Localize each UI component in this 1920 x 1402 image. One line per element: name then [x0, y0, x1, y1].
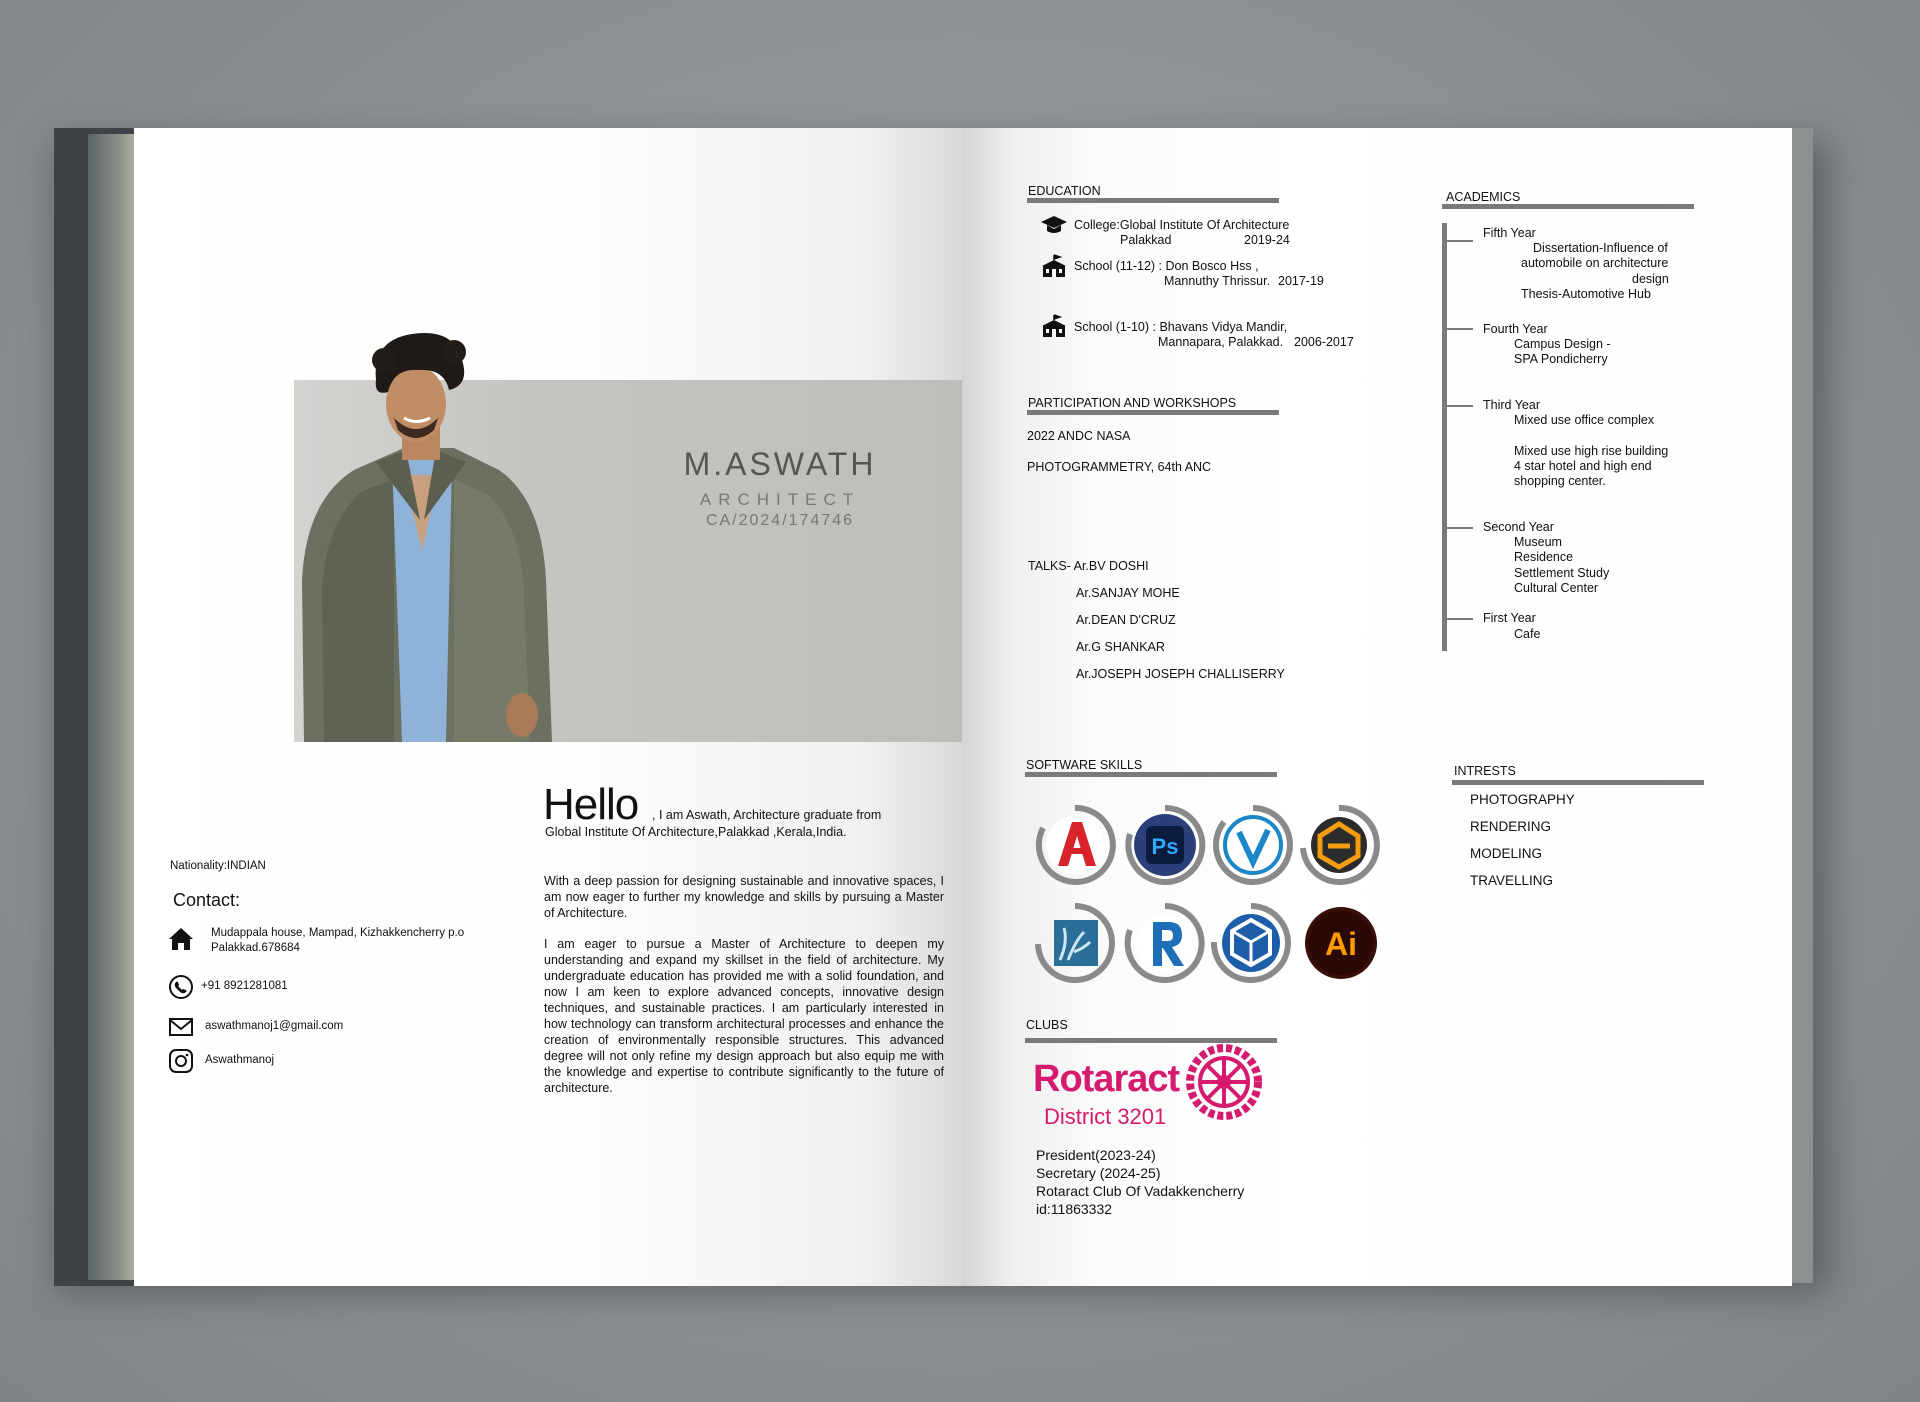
svg-text:Ps: Ps — [1151, 834, 1179, 859]
club-name: Rotaract Club Of Vadakkencherry — [1036, 1183, 1245, 1199]
academics-rule — [1442, 204, 1694, 209]
home-icon — [168, 926, 194, 952]
school-building-icon — [1040, 254, 1068, 278]
academic-project: Cultural Center — [1514, 581, 1599, 595]
intro-line-1: , I am Aswath, Architecture graduate from — [652, 808, 882, 822]
interests-rule — [1452, 780, 1704, 785]
profile-role: ARCHITECT — [699, 490, 861, 509]
phone-number[interactable]: +91 8921281081 — [201, 980, 288, 992]
address-line-2: Palakkad.678684 — [211, 942, 300, 954]
mail-icon — [168, 1014, 194, 1040]
instagram-icon — [168, 1048, 194, 1074]
hello-heading: Hello — [543, 780, 639, 829]
photoshop-icon — [1124, 804, 1206, 886]
education-rule — [1027, 198, 1279, 203]
interest-item: TRAVELLING — [1470, 873, 1554, 888]
academic-project: design — [1632, 272, 1669, 286]
education-school-2-line-1: School (1-10) : Bhavans Vidya Mandir, — [1074, 320, 1288, 334]
profile-photo — [284, 330, 560, 742]
talk-item: Ar.DEAN D'CRUZ — [1076, 613, 1176, 627]
academic-year: Fourth Year — [1483, 322, 1548, 336]
book-page-edges — [88, 134, 138, 1280]
workshops-rule — [1027, 410, 1279, 415]
registration-number: CA/2024/174746 — [705, 512, 855, 529]
illustrator-icon — [1300, 902, 1382, 984]
intro-line-2: Global Institute Of Architecture,Palakkad ,Kerala,India. — [545, 825, 847, 839]
education-school-1-line-1: School (11-12) : Don Bosco Hss , — [1074, 259, 1259, 273]
talk-item: Ar.JOSEPH JOSEPH CHALLISERRY — [1076, 667, 1285, 681]
autocad-icon — [1034, 804, 1116, 886]
interest-item: PHOTOGRAPHY — [1470, 792, 1575, 807]
timeline-branch — [1447, 328, 1473, 330]
address-line-1: Mudappala house, Mampad, Kizhakkencherry p.o — [211, 927, 465, 939]
workshop-item: PHOTOGRAMMETRY, 64th ANC — [1027, 460, 1212, 474]
timeline-branch — [1447, 527, 1473, 529]
academics-timeline — [1442, 223, 1447, 651]
academic-year: Third Year — [1483, 398, 1540, 412]
profile-name: M.ASWATH — [683, 446, 877, 482]
school-building-icon — [1040, 314, 1068, 338]
education-school-2-line-2: Mannapara, Palakkad. — [1158, 335, 1284, 349]
academic-project: Cafe — [1514, 627, 1541, 641]
club-id: id:11863332 — [1036, 1201, 1113, 1217]
academic-year: Second Year — [1483, 520, 1554, 534]
education-school-2-years: 2006-2017 — [1294, 335, 1354, 349]
academic-project: Museum — [1514, 535, 1562, 549]
education-college-line-2: Palakkad — [1120, 233, 1172, 247]
enscape-icon — [1298, 804, 1380, 886]
academic-project: Mixed use high rise building — [1514, 444, 1669, 458]
academic-project: Settlement Study — [1514, 566, 1610, 580]
academic-project: Thesis-Automotive Hub — [1521, 287, 1651, 301]
academic-project: Residence — [1514, 550, 1574, 564]
education-heading: EDUCATION — [1028, 184, 1101, 198]
rotary-wheel-icon — [1186, 1044, 1262, 1120]
timeline-branch — [1447, 618, 1473, 620]
instagram-handle[interactable]: Aswathmanoj — [205, 1054, 275, 1066]
clubs-rule — [1025, 1038, 1277, 1043]
academic-project: Campus Design - — [1514, 337, 1611, 351]
workshops-heading: PARTICIPATION AND WORKSHOPS — [1028, 396, 1237, 410]
academic-project: Mixed use office complex — [1514, 413, 1655, 427]
workshop-item: 2022 ANDC NASA — [1027, 429, 1131, 443]
education-school-1-years: 2017-19 — [1278, 274, 1324, 288]
intro-paragraph-1: With a deep passion for designing sustainable and innovative spaces, I am now eager to further my knowledge and skills by pursuing a Master of Architecture. — [544, 874, 944, 920]
graduation-cap-icon — [1040, 213, 1068, 237]
contact-heading: Contact: — [173, 890, 241, 910]
clubs-heading: CLUBS — [1026, 1018, 1068, 1032]
intro-paragraph-2: I am eager to pursue a Master of Architecture to deepen my understanding and expand my skillset in the field of architecture. My undergraduate education has provided me with a solid foundation, and now I am keen to explore advanced concepts, innovative design techniques, and sustainable practices. I am particularly interested in how technology can transform architectural processes and enhance the creation of environmentally responsible structures. This advanced degree will not only refine my design approach but also equip me with the knowledge and expertise to contribute significantly to the future of architecture. — [544, 937, 944, 1095]
software-rule — [1025, 772, 1277, 777]
timeline-branch — [1447, 240, 1473, 242]
nationality: Nationality:INDIAN — [170, 860, 266, 872]
talks-label: TALKS- Ar.BV DOSHI — [1028, 559, 1149, 573]
email-address[interactable]: aswathmanoj1@gmail.com — [205, 1020, 344, 1032]
talk-item: Ar.SANJAY MOHE — [1076, 586, 1180, 600]
interest-item: MODELING — [1470, 846, 1543, 861]
academic-project: shopping center. — [1514, 474, 1606, 488]
academic-project: SPA Pondicherry — [1514, 352, 1608, 366]
interests-heading: INTRESTS — [1454, 764, 1516, 778]
education-college-years: 2019-24 — [1244, 233, 1290, 247]
academic-year: First Year — [1483, 611, 1536, 625]
talk-item: Ar.G SHANKAR — [1076, 640, 1165, 654]
lumion-icon — [1034, 902, 1116, 984]
club-role: Secretary (2024-25) — [1036, 1165, 1161, 1181]
education-college-line-1: College:Global Institute Of Architecture — [1074, 218, 1290, 232]
vray-icon — [1212, 804, 1294, 886]
svg-text:Ai: Ai — [1325, 926, 1357, 962]
academics-heading: ACADEMICS — [1446, 190, 1521, 204]
academic-project: automobile on architecture — [1521, 256, 1669, 270]
rotaract-district: District 3201 — [1044, 1104, 1167, 1129]
academic-project: 4 star hotel and high end — [1514, 459, 1652, 473]
academic-project: Dissertation-Influence of — [1533, 241, 1668, 255]
phone-icon — [168, 974, 194, 1000]
interest-item: RENDERING — [1470, 819, 1552, 834]
rotaract-logo-text: Rotaract — [1033, 1058, 1180, 1100]
software-heading: SOFTWARE SKILLS — [1026, 758, 1143, 772]
timeline-branch — [1447, 405, 1473, 407]
sketchup-icon — [1210, 902, 1292, 984]
revit-icon — [1124, 902, 1206, 984]
education-school-1-line-2: Mannuthy Thrissur. — [1164, 274, 1271, 288]
academic-year: Fifth Year — [1483, 226, 1536, 240]
club-role: President(2023-24) — [1036, 1147, 1156, 1163]
